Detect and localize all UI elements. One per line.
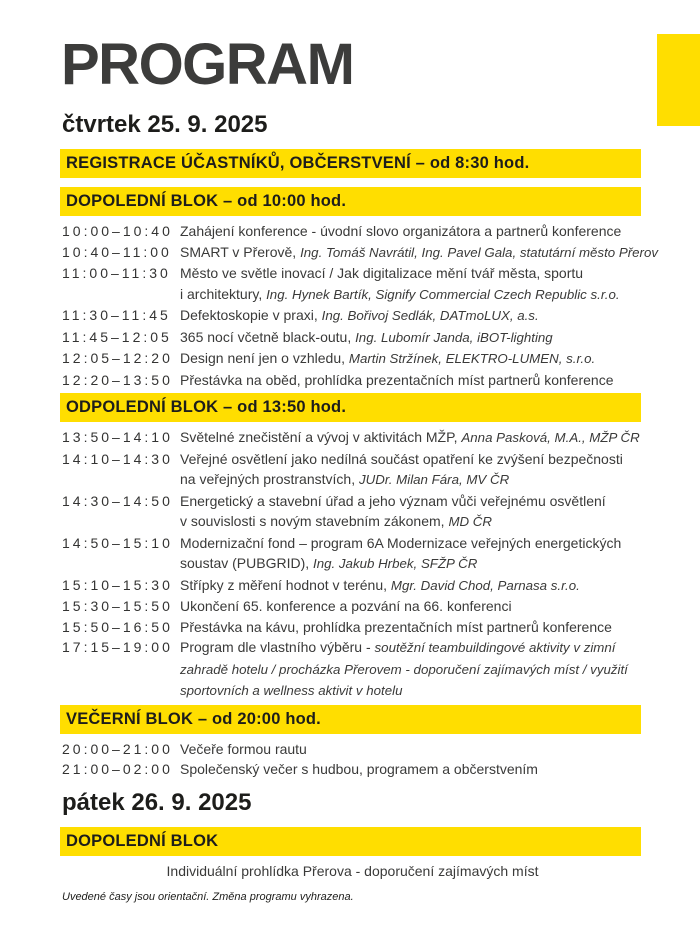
schedule-description <box>180 327 684 349</box>
speaker-credit: Ing. Lubomír Janda, iBOT-lighting <box>355 329 553 345</box>
schedule-time: 11:30–11:45 <box>62 307 171 323</box>
event-text: Zahájení konference - úvodní slovo organizátora a partnerů konference <box>180 223 622 239</box>
schedule-row <box>62 861 643 882</box>
schedule-row <box>62 533 684 575</box>
schedule-description <box>180 637 684 702</box>
schedule-description <box>180 533 684 575</box>
schedule-description <box>180 759 684 780</box>
section-banner <box>60 393 641 422</box>
event-text: Individuální prohlídka Přerova - doporučení zajímavých míst <box>166 862 539 879</box>
schedule-time: 11:45–12:05 <box>62 328 172 345</box>
corner-accent-bar <box>657 34 700 126</box>
schedule-time: 15:10–15:30 <box>62 576 173 593</box>
schedule-row <box>62 427 684 449</box>
schedule-rows <box>62 739 684 780</box>
schedule-row <box>62 617 684 638</box>
schedule-row <box>62 242 684 264</box>
speaker-credit: JUDr. Milan Fára, MV ČR <box>358 472 510 487</box>
schedule-time: 14:50–15:10 <box>62 534 173 551</box>
schedule-description <box>180 491 684 533</box>
schedule-row <box>62 348 684 370</box>
schedule-time: 14:30–14:50 <box>62 492 173 509</box>
schedule-row <box>62 449 684 491</box>
schedule-row <box>62 759 684 780</box>
schedule-time: 12:05–12:20 <box>62 350 173 366</box>
schedule-time: 21:00–02:00 <box>62 761 173 777</box>
event-text: Veřejné osvětlení jako nedílná součást opatření ke zvýšení bezpečnosti <box>180 450 623 467</box>
event-text: Přestávka na kávu, prohlídka prezentačních míst partnerů konference <box>180 618 612 635</box>
schedule-description <box>180 739 684 760</box>
event-text: soustav (PUBGRID), <box>180 555 314 571</box>
speaker-credit: Anna Pasková, M.A., MŽP ČR <box>461 430 640 445</box>
section-banner-label: DOPOLEDNÍ BLOK – od 10:00 hod. <box>66 192 347 210</box>
event-text: Program dle vlastního výběru - <box>180 639 375 655</box>
schedule-time: 15:30–15:50 <box>62 598 173 614</box>
event-text: Večeře formou rautu <box>180 740 307 757</box>
schedule-description <box>180 370 684 391</box>
speaker-credit: Martin Stržínek, ELEKTRO-LUMEN, s.r.o. <box>348 351 596 366</box>
schedule-row <box>62 263 684 305</box>
page-title: PROGRAM <box>61 32 354 97</box>
schedule-description <box>180 427 684 449</box>
event-text: i architektury, <box>180 285 267 302</box>
speaker-credit: soutěžní teambuildingové aktivity v zimní <box>374 640 616 655</box>
schedule-row <box>62 575 684 597</box>
event-text: 365 nocí včetně black-outu, <box>180 328 356 345</box>
schedule-description <box>180 263 684 305</box>
section-banner-label: VEČERNÍ BLOK – od 20:00 hod. <box>66 709 321 728</box>
schedule-description <box>180 617 684 638</box>
section-banner <box>60 187 641 216</box>
schedule-description <box>180 348 684 370</box>
schedule-description <box>180 305 684 327</box>
speaker-credit: Ing. Jakub Hrbek, SFŽP ČR <box>313 556 478 571</box>
schedule-row <box>62 327 684 349</box>
day-heading: čtvrtek 25. 9. 2025 <box>62 111 268 138</box>
section-banner-label: REGISTRACE ÚČASTNÍKŮ, OBČERSTVENÍ – od 8:30 hod. <box>66 154 530 172</box>
event-text: Modernizační fond – program 6A Modernizace veřejných energetických <box>180 534 622 551</box>
section-banner <box>60 705 641 734</box>
event-text: Přestávka na oběd, prohlídka prezentačních míst partnerů konference <box>180 371 614 388</box>
event-text: Ukončení 65. konference a pozvání na 66. konferenci <box>180 598 512 614</box>
footer-note: Uvedené časy jsou orientační. Změna programu vyhrazena. <box>62 891 354 903</box>
schedule-row <box>62 491 684 533</box>
day-heading: pátek 26. 9. 2025 <box>62 788 252 816</box>
schedule-rows <box>62 427 684 702</box>
event-text: v souvislosti s novým stavebním zákonem, <box>180 513 449 529</box>
event-text: Společenský večer s hudbou, programem a občerstvením <box>180 761 538 777</box>
schedule-description <box>180 221 684 242</box>
event-text: Energetický a stavební úřad a jeho význam vůči veřejnému osvětlení <box>180 492 606 509</box>
schedule-time: 20:00–21:00 <box>62 740 173 757</box>
event-text: SMART v Přerově, <box>180 243 301 260</box>
schedule-row <box>62 637 684 702</box>
schedule-row <box>62 739 684 760</box>
schedule-description <box>180 575 684 597</box>
schedule-time: 11:00–11:30 <box>62 265 171 281</box>
schedule-description <box>180 596 684 617</box>
speaker-credit: sportovních a wellness aktivit v hotelu <box>180 683 403 698</box>
schedule-time: 13:50–14:10 <box>62 429 173 445</box>
schedule-time: 10:40–11:00 <box>62 243 172 260</box>
schedule-time: 15:50–16:50 <box>62 618 173 635</box>
speaker-credit: Ing. Tomáš Navrátil, Ing. Pavel Gala, statutární město Přerov <box>300 244 659 260</box>
schedule-rows <box>62 861 684 882</box>
schedule-row <box>62 305 684 327</box>
schedule-time: 14:10–14:30 <box>62 450 173 467</box>
event-text: Design není jen o vzhledu, <box>180 350 349 366</box>
schedule-description <box>62 861 643 882</box>
schedule-description <box>180 242 684 264</box>
schedule-rows <box>62 221 684 390</box>
speaker-credit: Mgr. David Chod, Parnasa s.r.o. <box>390 577 580 593</box>
event-text: na veřejných prostranstvích, <box>180 471 359 487</box>
speaker-credit: zahradě hotelu / procházka Přerovem - doporučení zajímavých míst / využití <box>180 661 628 677</box>
event-text: Střípky z měření hodnot v terénu, <box>180 576 391 593</box>
schedule-time: 10:00–10:40 <box>62 223 173 239</box>
event-text: Defektoskopie v praxi, <box>180 307 322 323</box>
section-banner-label: ODPOLEDNÍ BLOK – od 13:50 hod. <box>66 398 347 416</box>
schedule-time: 12:20–13:50 <box>62 371 173 388</box>
speaker-credit: Ing. Hynek Bartík, Signify Commercial Czech Republic s.r.o. <box>266 286 620 302</box>
schedule-row <box>62 221 684 242</box>
schedule-description <box>180 449 684 491</box>
event-text: Světelné znečistění a vývoj v aktivitách MŽP, <box>180 429 462 445</box>
schedule-row <box>62 596 684 617</box>
schedule-row <box>62 370 684 391</box>
speaker-credit: Ing. Bořivoj Sedlák, DATmoLUX, a.s. <box>321 308 539 323</box>
section-banner <box>60 149 641 178</box>
program-document <box>0 34 700 903</box>
event-text: Město ve světle inovací / Jak digitalizace mění tvář města, sportu <box>180 265 584 281</box>
section-banner <box>60 827 641 856</box>
schedule-days <box>60 110 684 881</box>
schedule-time: 17:15–19:00 <box>62 639 173 655</box>
speaker-credit: MD ČR <box>448 514 493 529</box>
section-banner-label: DOPOLEDNÍ BLOK <box>66 831 219 850</box>
